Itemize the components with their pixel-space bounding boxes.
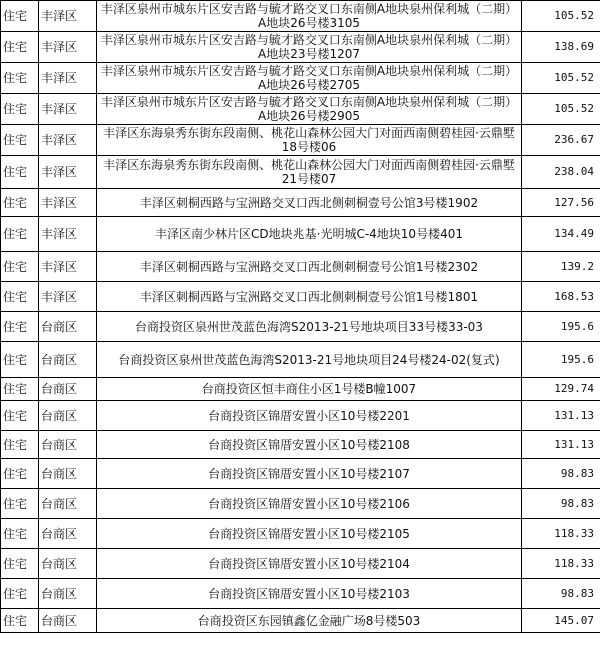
area-cell: 195.6 [522,312,600,342]
district-cell: 台商区 [39,312,97,342]
area-cell: 105.52 [522,94,600,125]
district-cell: 台商区 [39,378,97,401]
district-cell: 台商区 [39,609,97,633]
district-cell: 台商区 [39,489,97,519]
district-cell: 丰泽区 [39,63,97,94]
address-cell: 丰泽区东海泉秀东街东段南侧、桃花山森林公园大门对面西南侧碧桂园·云鼎墅21号楼07 [97,156,522,189]
table-row [1,378,600,401]
table-row [1,431,600,459]
district-cell: 台商区 [39,401,97,431]
address-cell: 台商投资区锦厝安置小区10号楼2107 [97,459,522,489]
property-type-cell: 住宅 [1,156,39,189]
district-cell: 台商区 [39,579,97,609]
property-type-cell: 住宅 [1,431,39,459]
area-cell: 118.33 [522,549,600,579]
address-cell: 丰泽区泉州市城东片区安吉路与毓才路交叉口东南侧A地块泉州保利城（二期）A地块26号楼3105 [97,1,522,32]
table-row [1,312,600,342]
area-cell: 118.33 [522,519,600,549]
property-type-cell: 住宅 [1,459,39,489]
district-cell: 台商区 [39,459,97,489]
table-row [1,217,600,252]
table-row [1,489,600,519]
area-cell: 131.13 [522,401,600,431]
address-cell: 丰泽区泉州市城东片区安吉路与毓才路交叉口东南侧A地块泉州保利城（二期）A地块26号楼2705 [97,63,522,94]
area-cell: 98.83 [522,489,600,519]
property-table-body [1,1,600,633]
property-type-cell: 住宅 [1,252,39,282]
property-type-cell: 住宅 [1,489,39,519]
area-cell: 98.83 [522,459,600,489]
area-cell: 127.56 [522,189,600,217]
area-cell: 168.53 [522,282,600,312]
table-row [1,189,600,217]
district-cell: 丰泽区 [39,125,97,156]
district-cell: 台商区 [39,342,97,378]
district-cell: 丰泽区 [39,94,97,125]
area-cell: 129.74 [522,378,600,401]
address-cell: 丰泽区刺桐西路与宝洲路交叉口西北侧刺桐壹号公馆3号楼1902 [97,189,522,217]
property-type-cell: 住宅 [1,342,39,378]
address-cell: 丰泽区东海泉秀东街东段南侧、桃花山森林公园大门对面西南侧碧桂园·云鼎墅18号楼06 [97,125,522,156]
district-cell: 丰泽区 [39,217,97,252]
table-row [1,1,600,32]
district-cell: 丰泽区 [39,252,97,282]
area-cell: 145.07 [522,609,600,633]
district-cell: 台商区 [39,431,97,459]
table-row [1,342,600,378]
property-type-cell: 住宅 [1,217,39,252]
address-cell: 台商投资区锦厝安置小区10号楼2104 [97,549,522,579]
address-cell: 丰泽区刺桐西路与宝洲路交叉口西北侧刺桐壹号公馆1号楼1801 [97,282,522,312]
address-cell: 台商投资区泉州世茂蓝色海湾S2013-21号地块项目33号楼33-03 [97,312,522,342]
table-row [1,63,600,94]
address-cell: 丰泽区南少林片区CD地块兆基·光明城C-4地块10号楼401 [97,217,522,252]
district-cell: 丰泽区 [39,189,97,217]
property-type-cell: 住宅 [1,312,39,342]
property-type-cell: 住宅 [1,32,39,63]
table-row [1,282,600,312]
address-cell: 丰泽区泉州市城东片区安吉路与毓才路交叉口东南侧A地块泉州保利城（二期）A地块23号楼1207 [97,32,522,63]
table-row [1,609,600,633]
district-cell: 丰泽区 [39,32,97,63]
district-cell: 丰泽区 [39,1,97,32]
area-cell: 139.2 [522,252,600,282]
property-type-cell: 住宅 [1,401,39,431]
address-cell: 台商投资区锦厝安置小区10号楼2106 [97,489,522,519]
property-type-cell: 住宅 [1,519,39,549]
table-row [1,32,600,63]
area-cell: 105.52 [522,63,600,94]
address-cell: 台商投资区锦厝安置小区10号楼2108 [97,431,522,459]
address-cell: 丰泽区泉州市城东片区安吉路与毓才路交叉口东南侧A地块泉州保利城（二期）A地块26号楼2905 [97,94,522,125]
property-type-cell: 住宅 [1,125,39,156]
address-cell: 台商投资区泉州世茂蓝色海湾S2013-21号地块项目24号楼24-02(复式) [97,342,522,378]
property-type-cell: 住宅 [1,549,39,579]
table-row [1,459,600,489]
property-type-cell: 住宅 [1,189,39,217]
table-row [1,125,600,156]
table-row [1,579,600,609]
area-cell: 131.13 [522,431,600,459]
property-type-cell: 住宅 [1,378,39,401]
property-type-cell: 住宅 [1,579,39,609]
area-cell: 236.67 [522,125,600,156]
address-cell: 台商投资区恒丰商住小区1号楼B幢1007 [97,378,522,401]
table-row [1,94,600,125]
property-type-cell: 住宅 [1,1,39,32]
property-type-cell: 住宅 [1,94,39,125]
district-cell: 台商区 [39,549,97,579]
address-cell: 台商投资区锦厝安置小区10号楼2201 [97,401,522,431]
address-cell: 丰泽区刺桐西路与宝洲路交叉口西北侧刺桐壹号公馆1号楼2302 [97,252,522,282]
area-cell: 238.04 [522,156,600,189]
table-row [1,519,600,549]
area-cell: 138.69 [522,32,600,63]
address-cell: 台商投资区锦厝安置小区10号楼2105 [97,519,522,549]
table-row [1,252,600,282]
district-cell: 丰泽区 [39,156,97,189]
table-row [1,401,600,431]
property-type-cell: 住宅 [1,282,39,312]
property-type-cell: 住宅 [1,609,39,633]
address-cell: 台商投资区东园镇鑫亿金融广场8号楼503 [97,609,522,633]
address-cell: 台商投资区锦厝安置小区10号楼2103 [97,579,522,609]
district-cell: 台商区 [39,519,97,549]
table-row [1,549,600,579]
area-cell: 195.6 [522,342,600,378]
table-row [1,156,600,189]
district-cell: 丰泽区 [39,282,97,312]
area-cell: 98.83 [522,579,600,609]
area-cell: 134.49 [522,217,600,252]
area-cell: 105.52 [522,1,600,32]
property-type-cell: 住宅 [1,63,39,94]
